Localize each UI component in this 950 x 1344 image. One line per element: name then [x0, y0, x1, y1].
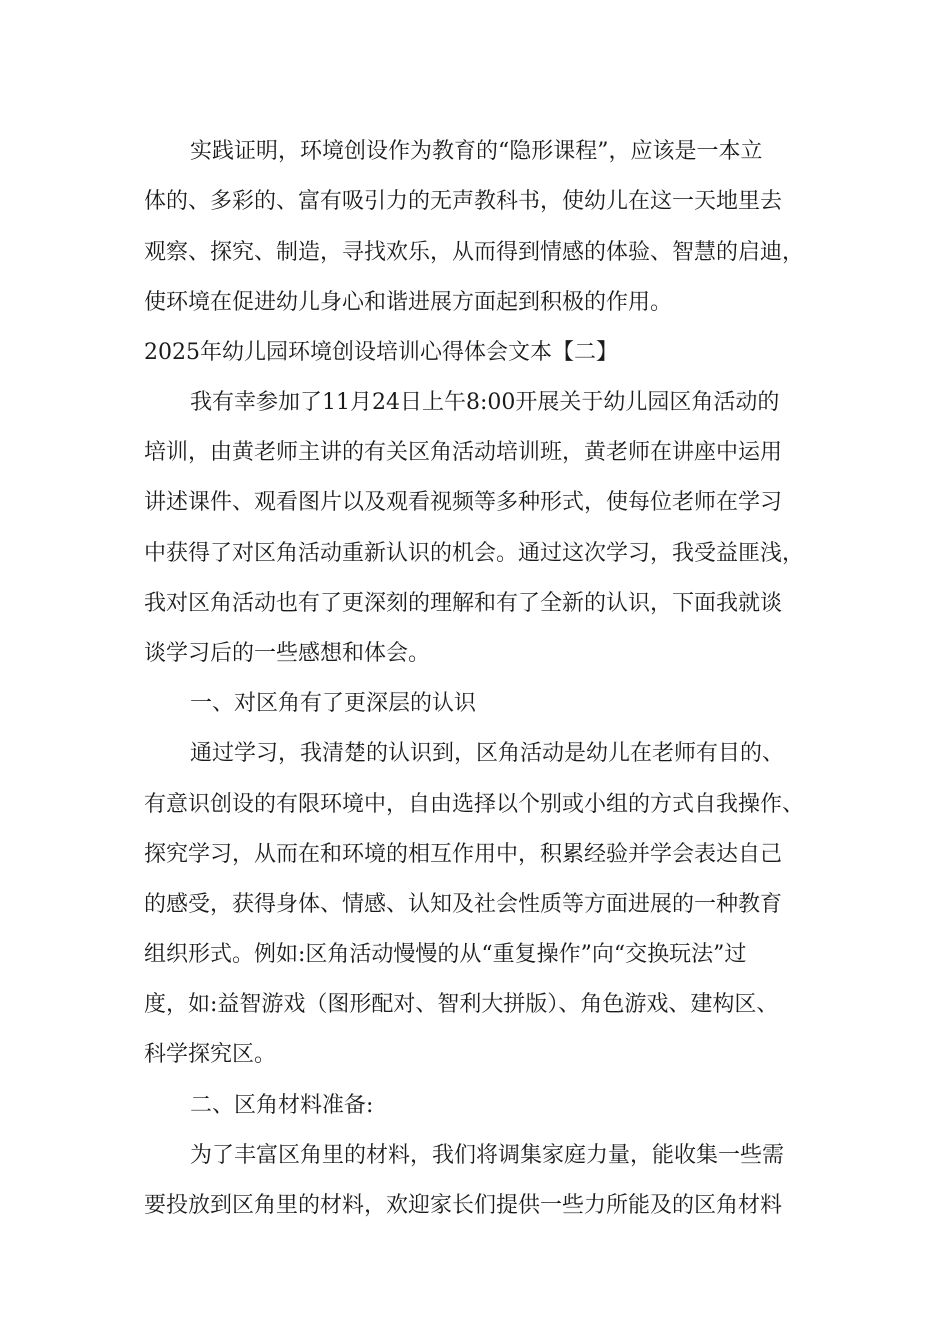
- paragraph-line: 科学探究区。: [144, 1042, 277, 1067]
- paragraph-line: 度，如:益智游戏（图形配对、智利大拼版）、角色游戏、建构区、: [144, 992, 779, 1017]
- subheading: 一、对区角有了更深层的认识: [190, 691, 477, 716]
- subheading: 二、区角材料准备:: [190, 1093, 374, 1118]
- section-heading: 2025年幼儿园环境创设培训心得体会文本【二】: [144, 340, 618, 365]
- paragraph-line: 实践证明，环境创设作为教育的“隐形课程”，应该是一本立: [190, 139, 763, 164]
- paragraph-line: 讲述课件、观看图片以及观看视频等多种形式，使每位老师在学习: [144, 490, 783, 515]
- paragraph-line: 谈学习后的一些感想和体会。: [144, 641, 431, 666]
- paragraph-line: 有意识创设的有限环境中，自由选择以个别或小组的方式自我操作、: [144, 792, 805, 817]
- paragraph-line: 使环境在促进幼儿身心和谐进展方面起到积极的作用。: [144, 290, 673, 315]
- paragraph-line: 我有幸参加了11月24日上午8:00开展关于幼儿园区角活动的: [190, 390, 780, 415]
- paragraph-line: 为了丰富区角里的材料，我们将调集家庭力量，能收集一些需: [190, 1143, 785, 1168]
- paragraph-line: 组织形式。例如:区角活动慢慢的从“重复操作”向“交换玩法”过: [144, 942, 747, 967]
- paragraph-line: 培训，由黄老师主讲的有关区角活动培训班，黄老师在讲座中运用: [144, 440, 783, 465]
- paragraph-line: 的感受，获得身体、情感、认知及社会性质等方面进展的一种教育: [144, 892, 783, 917]
- paragraph-line: 要投放到区角里的材料，欢迎家长们提供一些力所能及的区角材料: [144, 1193, 783, 1218]
- paragraph-line: 观察、探究、制造，寻找欢乐，从而得到情感的体验、智慧的启迪，: [144, 240, 805, 265]
- paragraph-line: 我对区角活动也有了更深刻的理解和有了全新的认识，下面我就谈: [144, 591, 783, 616]
- paragraph-line: 中获得了对区角活动重新认识的机会。通过这次学习，我受益匪浅，: [144, 541, 805, 566]
- paragraph-line: 通过学习，我清楚的认识到，区角活动是幼儿在老师有目的、: [190, 741, 785, 766]
- paragraph-line: 探究学习，从而在和环境的相互作用中，积累经验并学会表达自己: [144, 842, 783, 867]
- paragraph-line: 体的、多彩的、富有吸引力的无声教科书，使幼儿在这一天地里去: [144, 189, 783, 214]
